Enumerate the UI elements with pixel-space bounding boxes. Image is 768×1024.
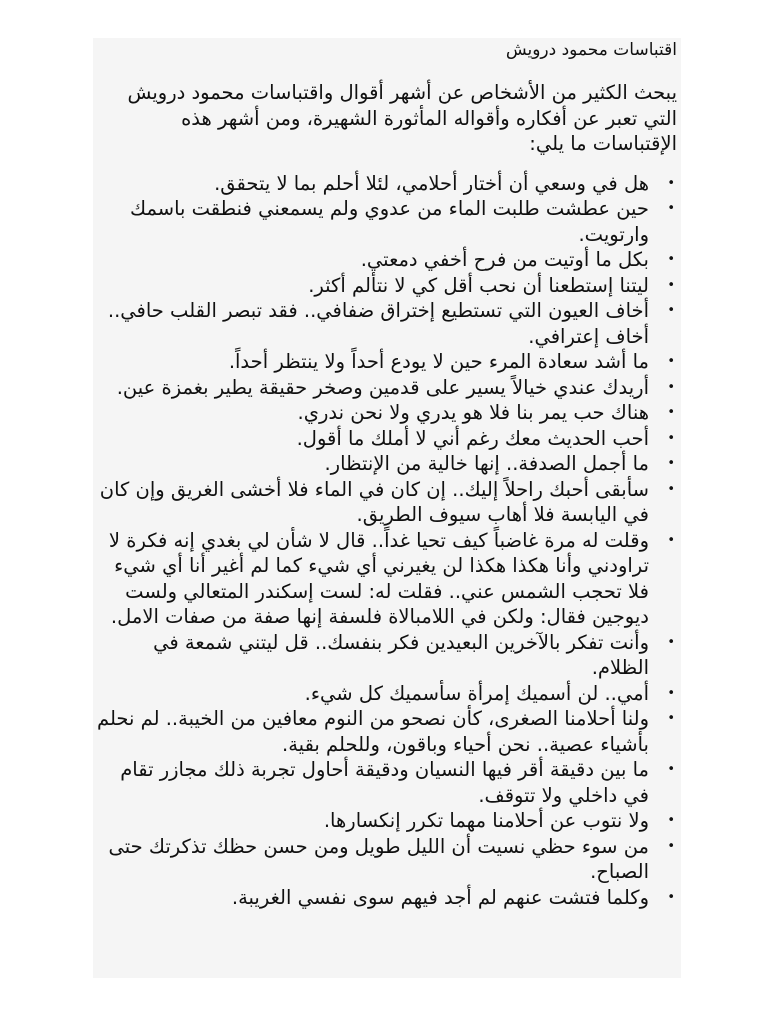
quotes-list bbox=[93, 171, 681, 911]
list-item: • وقلت له مرة غاضباً كيف تحيا غداً.. قال لا شأن لي بغدي إنه فكرة لا تراودني وأنا هكذا هكذا لن يغيرني أي شيء كما لم أغير أنا أي شيء فلا تحجب الشمس عني.. فقلت له: لست إسكندر المتعالي ولست ديوجين فقال: ولكن في اللامبالاة فلسفة إنها صفة من صفات الامل. bbox=[93, 528, 681, 630]
list-item: • ليتنا إستطعنا أن نحب أقل كي لا نتألم أكثر. bbox=[93, 273, 681, 299]
page-title: اقتباسات محمود درويش bbox=[505, 40, 677, 60]
list-item: • من سوء حظي نسيت أن الليل طويل ومن حسن حظك تذكرتك حتى الصباح. bbox=[93, 834, 681, 885]
list-item: • حين عطشت طلبت الماء من عدوي ولم يسمعني فنطقت باسمك وارتويت. bbox=[93, 196, 681, 247]
list-item: • أمي.. لن أسميك إمرأة سأسميك كل شيء. bbox=[93, 681, 681, 707]
list-item: • ولنا أحلامنا الصغرى، كأن نصحو من النوم معافين من الخيبة.. لم نحلم بأشياء عصية.. نحن أحياء وباقون، وللحلم بقية. bbox=[93, 706, 681, 757]
list-item: • هل في وسعي أن أختار أحلامي، لئلا أحلم بما لا يتحقق. bbox=[93, 171, 681, 197]
document-page bbox=[93, 38, 681, 978]
list-item: • ما بين دقيقة أقر فيها النسيان ودقيقة أحاول تجربة ذلك مجازر تقام في داخلي ولا تتوقف. bbox=[93, 757, 681, 808]
intro-paragraph: يبحث الكثير من الأشخاص عن أشهر أقوال واقتباسات محمود درويش التي تعبر عن أفكاره وأقواله المأثورة الشهيرة، ومن أشهر هذه الإقتباسات ما يلي: bbox=[127, 81, 677, 155]
list-item: • وكلما فتشت عنهم لم أجد فيهم سوى نفسي الغريبة. bbox=[93, 885, 681, 911]
list-item: • وأنت تفكر بالآخرين البعيدين فكر بنفسك.. قل ليتني شمعة في الظلام. bbox=[93, 630, 681, 681]
list-item: • ولا نتوب عن أحلامنا مهما تكرر إنكسارها. bbox=[93, 808, 681, 834]
list-item: • أحب الحديث معك رغم أني لا أملك ما أقول. bbox=[93, 426, 681, 452]
list-item: • هناك حب يمر بنا فلا هو يدري ولا نحن ندري. bbox=[93, 400, 681, 426]
list-item: • أخاف العيون التي تستطيع إختراق ضفافي.. فقد تبصر القلب حافي.. أخاف إعترافي. bbox=[93, 298, 681, 349]
list-item: • ما أشد سعادة المرء حين لا يودع أحداً ولا ينتظر أحداً. bbox=[93, 349, 681, 375]
list-item: • أريدك عندي خيالاً يسير على قدمين وصخر حقيقة يطير بغمزة عين. bbox=[93, 375, 681, 401]
list-item: • بكل ما أوتيت من فرح أخفي دمعتي. bbox=[93, 247, 681, 273]
list-item: • ما أجمل الصدفة.. إنها خالية من الإنتظار. bbox=[93, 451, 681, 477]
list-item: • سأبقى أحبك راحلاً إليك.. إن كان في الماء فلا أخشى الغريق وإن كان في اليابسة فلا أهاب سيوف الطريق. bbox=[93, 477, 681, 528]
